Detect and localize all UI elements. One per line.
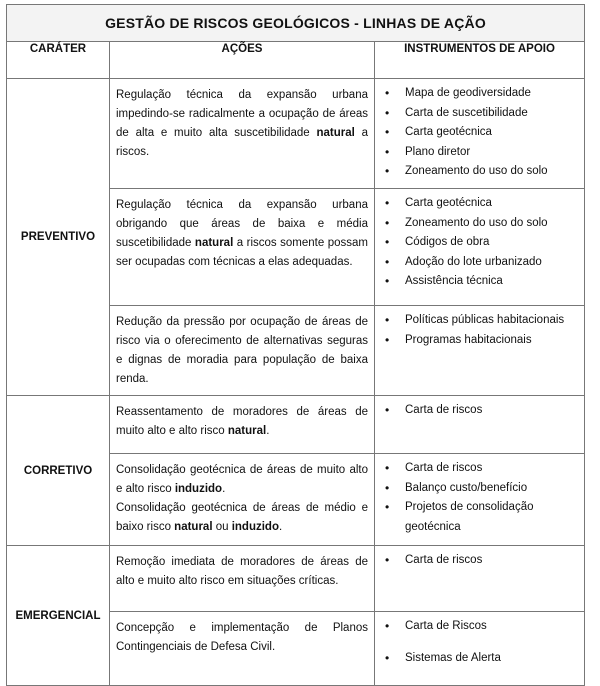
header-carater: CARÁTER [7,42,110,79]
risk-management-table [6,4,585,686]
instrument-list [381,551,578,571]
instrument-list [381,311,578,350]
instrument-item: • Códigos de obra [381,233,578,253]
instruments-cell [375,612,585,686]
category-cell: PREVENTIVO [7,79,110,396]
instruments-cell [375,189,585,306]
instrument-item: • Zoneamento do uso do solo [381,214,578,234]
instrument-item: • Programas habitacionais [381,331,578,351]
emphasis-text: induzido [231,521,279,533]
header-instrumentos: INSTRUMENTOS DE APOIO [375,42,585,79]
action-cell: Regulação técnica da expansão urbana obrigando que áreas de baixa e média suscetibilidade natural a riscos somente possam ser ocupadas com técnicas a elas adequadas. [110,189,375,306]
instrument-item: • Zoneamento do uso do solo [381,162,578,182]
instrument-list [381,617,578,668]
action-cell: Concepção e implementação de Planos Contingenciais de Defesa Civil. [110,612,375,686]
instruments-cell [375,79,585,189]
instrument-item: • Sistemas de Alerta [381,649,578,669]
instruments-cell [375,454,585,546]
action-cell: Consolidação geotécnica de áreas de muito alto e alto risco induzido. Consolidação geotécnica de áreas de médio e baixo risco natural ou induzido. [110,454,375,546]
header-acoes: AÇÕES [110,42,375,79]
instrument-list [381,84,578,182]
action-cell: Remoção imediata de moradores de áreas de alto e muito alto risco em situações críticas. [110,546,375,612]
table-row [7,79,585,189]
instrument-item: • Carta de suscetibilidade [381,104,578,124]
instrument-item: • Carta de riscos [381,401,578,421]
instrument-item: • Carta de riscos [381,459,578,479]
table-row [7,546,585,612]
instrument-item: • Plano diretor [381,143,578,163]
table-row [7,396,585,454]
instrument-item: • Balanço custo/benefício [381,479,578,499]
instrument-item: • Carta geotécnica [381,194,578,214]
instrument-list [381,401,578,421]
emphasis-text: induzido [174,483,223,495]
instrument-item: • Carta de riscos [381,551,578,571]
instrument-item: • Mapa de geodiversidade [381,84,578,104]
action-cell: Reassentamento de moradores de áreas de muito alto e alto risco natural. [110,396,375,454]
instrument-item: • Projetos de consolidação geotécnica [381,498,578,537]
instrument-item: • Assistência técnica [381,272,578,292]
emphasis-text: natural [174,521,213,533]
instrument-item: • Carta geotécnica [381,123,578,143]
instrument-item: • Adoção do lote urbanizado [381,253,578,273]
action-cell: Redução da pressão por ocupação de áreas de risco via o oferecimento de alternativas seguras e dignas de moradia para população de baixa renda. [110,306,375,396]
instrument-list [381,459,578,537]
action-cell: Regulação técnica da expansão urbana impedindo-se radicalmente a ocupação de áreas de alta e muito alta suscetibilidade natural a riscos. [110,79,375,189]
header-row [7,42,585,79]
emphasis-text: natural [316,127,355,139]
category-cell: CORRETIVO [7,396,110,546]
instruments-cell [375,306,585,396]
instrument-item: • Carta de Riscos [381,617,578,637]
instrument-item: • Políticas públicas habitacionais [381,311,578,331]
table-title: GESTÃO DE RISCOS GEOLÓGICOS - LINHAS DE AÇÃO [7,5,585,42]
emphasis-text: natural [227,425,267,437]
instruments-cell [375,546,585,612]
instruments-cell [375,396,585,454]
instrument-list [381,194,578,292]
emphasis-text: natural [194,237,234,249]
category-cell: EMERGENCIAL [7,546,110,686]
